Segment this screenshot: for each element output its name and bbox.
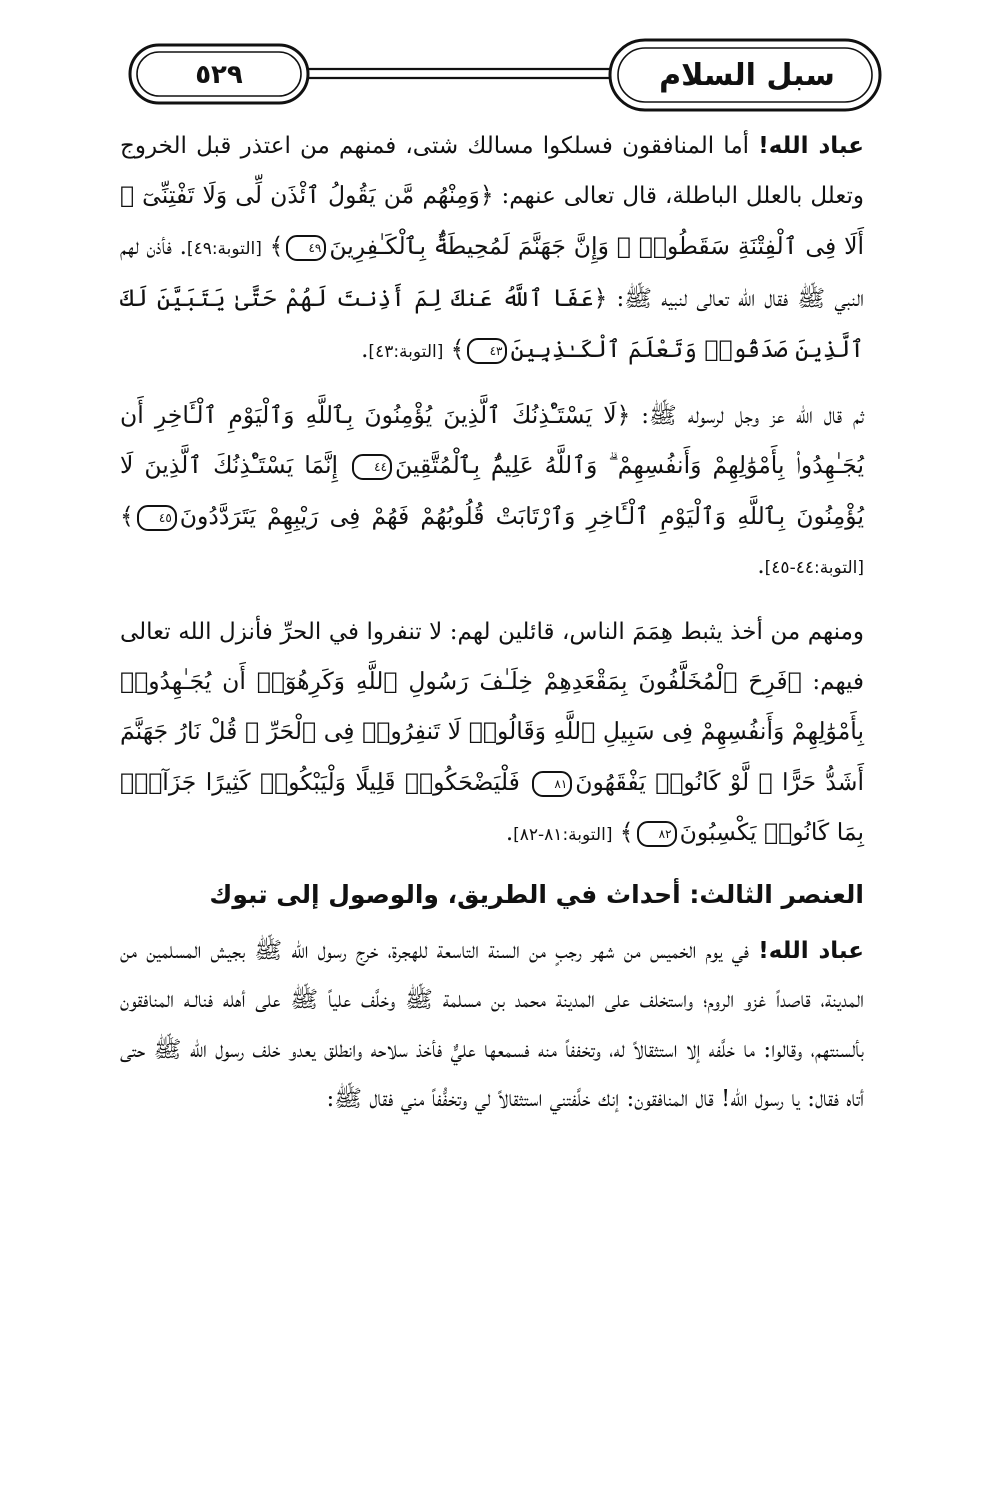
paragraph-end: . [361, 336, 369, 363]
page-body [120, 122, 864, 1124]
verse-number-badge: ٨٢ [637, 821, 677, 847]
paragraph-2 [120, 391, 864, 594]
surah-reference: [التوبة:٤٤-٤٥] [764, 558, 864, 579]
surah-reference: [التوبة:٨١-٨٢] [513, 825, 613, 846]
verse-number-badge: ٤٤ [352, 454, 392, 480]
paragraph-text: . فأذن لهم النبي ﷺ فقال الله تعالى لنبيه ﷺ: [120, 233, 864, 313]
paragraph-text: في يوم الخميس من شهر رجبٍ من السنة التاسعة للهجرة، خرج رسول الله ﷺ بجيش المسلمين من المدينة، قاصداً غزو الروم؛ واستخلف على المدينة محمد بن مسلمة ﷺ وخلَّف علياً ﷺ على أهله فنالـه المنافقون بألسنتهم، وقالوا: ما خلَّفه إلا استثقالاً له، وتخففاً منه فسمعها عليٌّ فأخذ سلاحه وانطلق يعدو خلف رسول الله ﷺ حتى أتاه فقال: يا رسول الله! قال المنافقون: إنك خلَّفتني استثقالاً لي وتخفُّفاً مني فقال ﷺ: [120, 937, 864, 1112]
quran-verse: ﴿فَرِحَ ٱلْمُخَلَّفُونَ بِمَقْعَدِهِمْ خِلَـٰفَ رَسُولِ ٱللَّهِ وَكَرِهُوٓا۟ أَن يُجَـٰهِدُوا۟ بِأَمْوَٰلِهِمْ وَأَنفُسِهِمْ فِى سَبِيلِ ٱللَّهِ وَقَالُوا۟ لَا تَنفِرُوا۟ فِى ٱلْحَرِّ ۗ قُلْ نَارُ جَهَنَّمَ أَشَدُّ حَرًّا ۚ لَّوْ كَانُوا۟ يَفْقَهُونَ [120, 667, 864, 796]
verse-number-badge: ٤٣ [467, 338, 507, 364]
paragraph-lead: عباد الله! [758, 133, 864, 159]
quran-bracket-close: ﴾ [269, 231, 284, 260]
section-heading: العنصر الثالث: أحداث في الطريق، والوصول إلى تبوك [209, 879, 864, 909]
paragraph-text: ثم قال الله عز وجل لرسوله ﷺ: [630, 403, 864, 430]
page-number: ٥٢٩ [195, 60, 243, 90]
paragraph-lead: عباد الله! [758, 937, 864, 964]
quran-verse: ﴿عَفَا ٱللَّهُ عَنكَ لِمَ أَذِنتَ لَهُمْ حَتَّىٰ يَتَبَيَّنَ لَكَ ٱلَّذِينَ صَدَقُوا۟ وَتَعْلَمَ ٱلْكَـٰذِبِينَ [120, 284, 864, 363]
quran-verse: ﴿لَا يَسْتَـْٔذِنُكَ ٱلَّذِينَ يُؤْمِنُونَ بِٱللَّهِ وَٱلْيَوْمِ ٱلْـَٔاخِرِ أَن يُجَـٰهِدُوا۟ بِأَمْوَٰلِهِمْ وَأَنفُسِهِمْ ۗ وَٱللَّهُ عَلِيمٌۢ بِٱلْمُتَّقِينَ [120, 401, 864, 480]
quran-bracket-close: ﴾ [120, 501, 134, 530]
paragraph-text: ومنهم من أخذ يثبط هِمَمَ الناس، قائلين لهم: لا تنفروا في الحرِّ فأنزل الله تعالى فيهم: [120, 618, 864, 696]
quran-bracket-close: ﴾ [619, 818, 634, 847]
quran-verse: إِنَّمَا يَسْتَـْٔذِنُكَ ٱلَّذِينَ لَا يُؤْمِنُونَ بِٱللَّهِ وَٱلْيَوْمِ ٱلْـَٔاخِرِ وَٱرْتَابَتْ قُلُوبُهُمْ فَهُمْ فِى رَيْبِهِمْ يَتَرَدَّدُونَ [120, 451, 864, 530]
book-title: سبل السلام [659, 57, 835, 93]
paragraph-3 [120, 608, 864, 861]
verse-number-badge: ٤٩ [286, 235, 326, 261]
paragraph-text: أما المنافقون فسلكوا مسالك شتى، فمنهم من اعتذر قبل الخروج وتعلل بالعلل الباطلة، قال تعالى عنهم: [120, 133, 864, 210]
quran-bracket-close: ﴾ [450, 334, 465, 363]
surah-reference: [التوبة:٤٩] [186, 238, 262, 259]
paragraph-1 [120, 122, 864, 377]
quran-verse: ﴿وَمِنْهُم مَّن يَقُولُ ٱئْذَن لِّى وَلَا تَفْتِنِّىٓ ۚ أَلَا فِى ٱلْفِتْنَةِ سَقَطُوا۟ ۗ وَإِنَّ جَهَنَّمَ لَمُحِيطَةٌۢ بِٱلْكَـٰفِرِينَ [120, 181, 865, 260]
paragraph-end: . [505, 820, 514, 847]
quran-verse: فَلْيَضْحَكُوا۟ قَلِيلًا وَلْيَبْكُوا۟ كَثِيرًا جَزَآءًۢ بِمَا كَانُوا۟ يَكْسِبُونَ [120, 767, 864, 847]
paragraph-4 [120, 927, 864, 1125]
verse-number-badge: ٨١ [532, 771, 572, 797]
verse-number-badge: ٤٥ [137, 505, 177, 531]
paragraph-end: . [757, 553, 765, 580]
page-header [112, 35, 884, 115]
surah-reference: [التوبة:٤٣] [368, 341, 444, 362]
